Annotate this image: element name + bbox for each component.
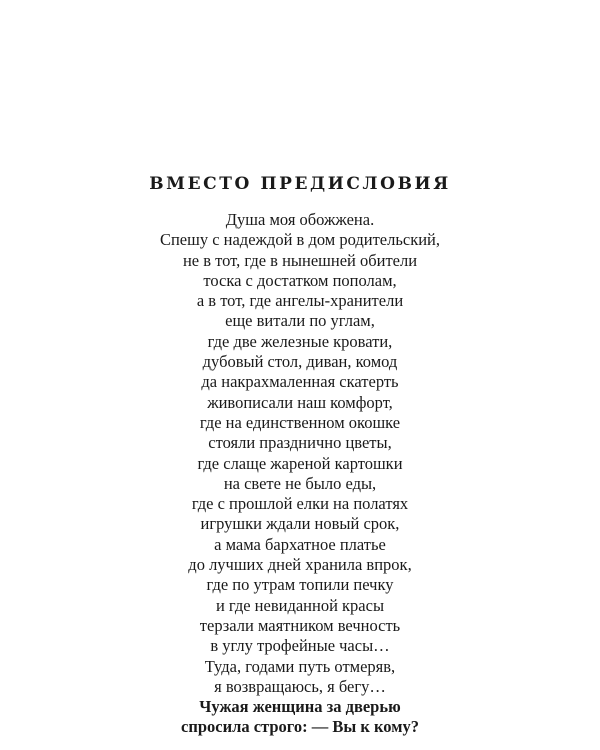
- poem: [0, 210, 600, 738]
- poem-line-bold: спросила строго: — Вы к кому?: [181, 717, 419, 737]
- poem-line: не в тот, где в нынешней обители: [182, 250, 418, 270]
- poem-line: где по утрам топили печку: [206, 575, 394, 595]
- poem-line-bold: Чужая женщина за дверью: [199, 697, 401, 717]
- poem-line: тоска с достатком пополам,: [203, 270, 397, 290]
- poem-line: Туда, годами путь отмеряв,: [204, 656, 396, 676]
- poem-line: да накрахмаленная скатерть: [201, 372, 399, 392]
- poem-line: в углу трофейные часы…: [210, 636, 390, 656]
- page-title: ВМЕСТО ПРЕДИСЛОВИЯ: [149, 174, 451, 194]
- poem-line: а в тот, где ангелы-хранители: [196, 291, 404, 311]
- poem-line: я возвращаюсь, я бегу…: [214, 676, 386, 696]
- poem-line: где слаще жареной картошки: [197, 453, 403, 473]
- poem-line: на свете не было еды,: [223, 473, 377, 493]
- poem-line: стояли празднично цветы,: [208, 433, 392, 453]
- poem-line: где с прошлой елки на полатях: [191, 494, 409, 514]
- poem-line: Спешу с надеждой в дом родительский,: [159, 230, 441, 250]
- poem-line: где две железные кровати,: [207, 331, 393, 351]
- poem-line: а мама бархатное платье: [214, 534, 386, 554]
- poem-line: Душа моя обожжена.: [225, 210, 375, 229]
- poem-line: еще витали по углам,: [225, 311, 375, 331]
- poem-line: и где невиданной красы: [215, 595, 385, 615]
- poem-line: живописали наш комфорт,: [207, 392, 393, 412]
- poem-line: игрушки ждали новый срок,: [200, 514, 400, 534]
- poem-line: терзали маятником вечность: [199, 615, 401, 635]
- poem-line: дубовый стол, диван, комод: [202, 352, 398, 372]
- poem-line: где на единственном окошке: [199, 412, 401, 432]
- poem-line: до лучших дней хранила впрок,: [188, 555, 412, 575]
